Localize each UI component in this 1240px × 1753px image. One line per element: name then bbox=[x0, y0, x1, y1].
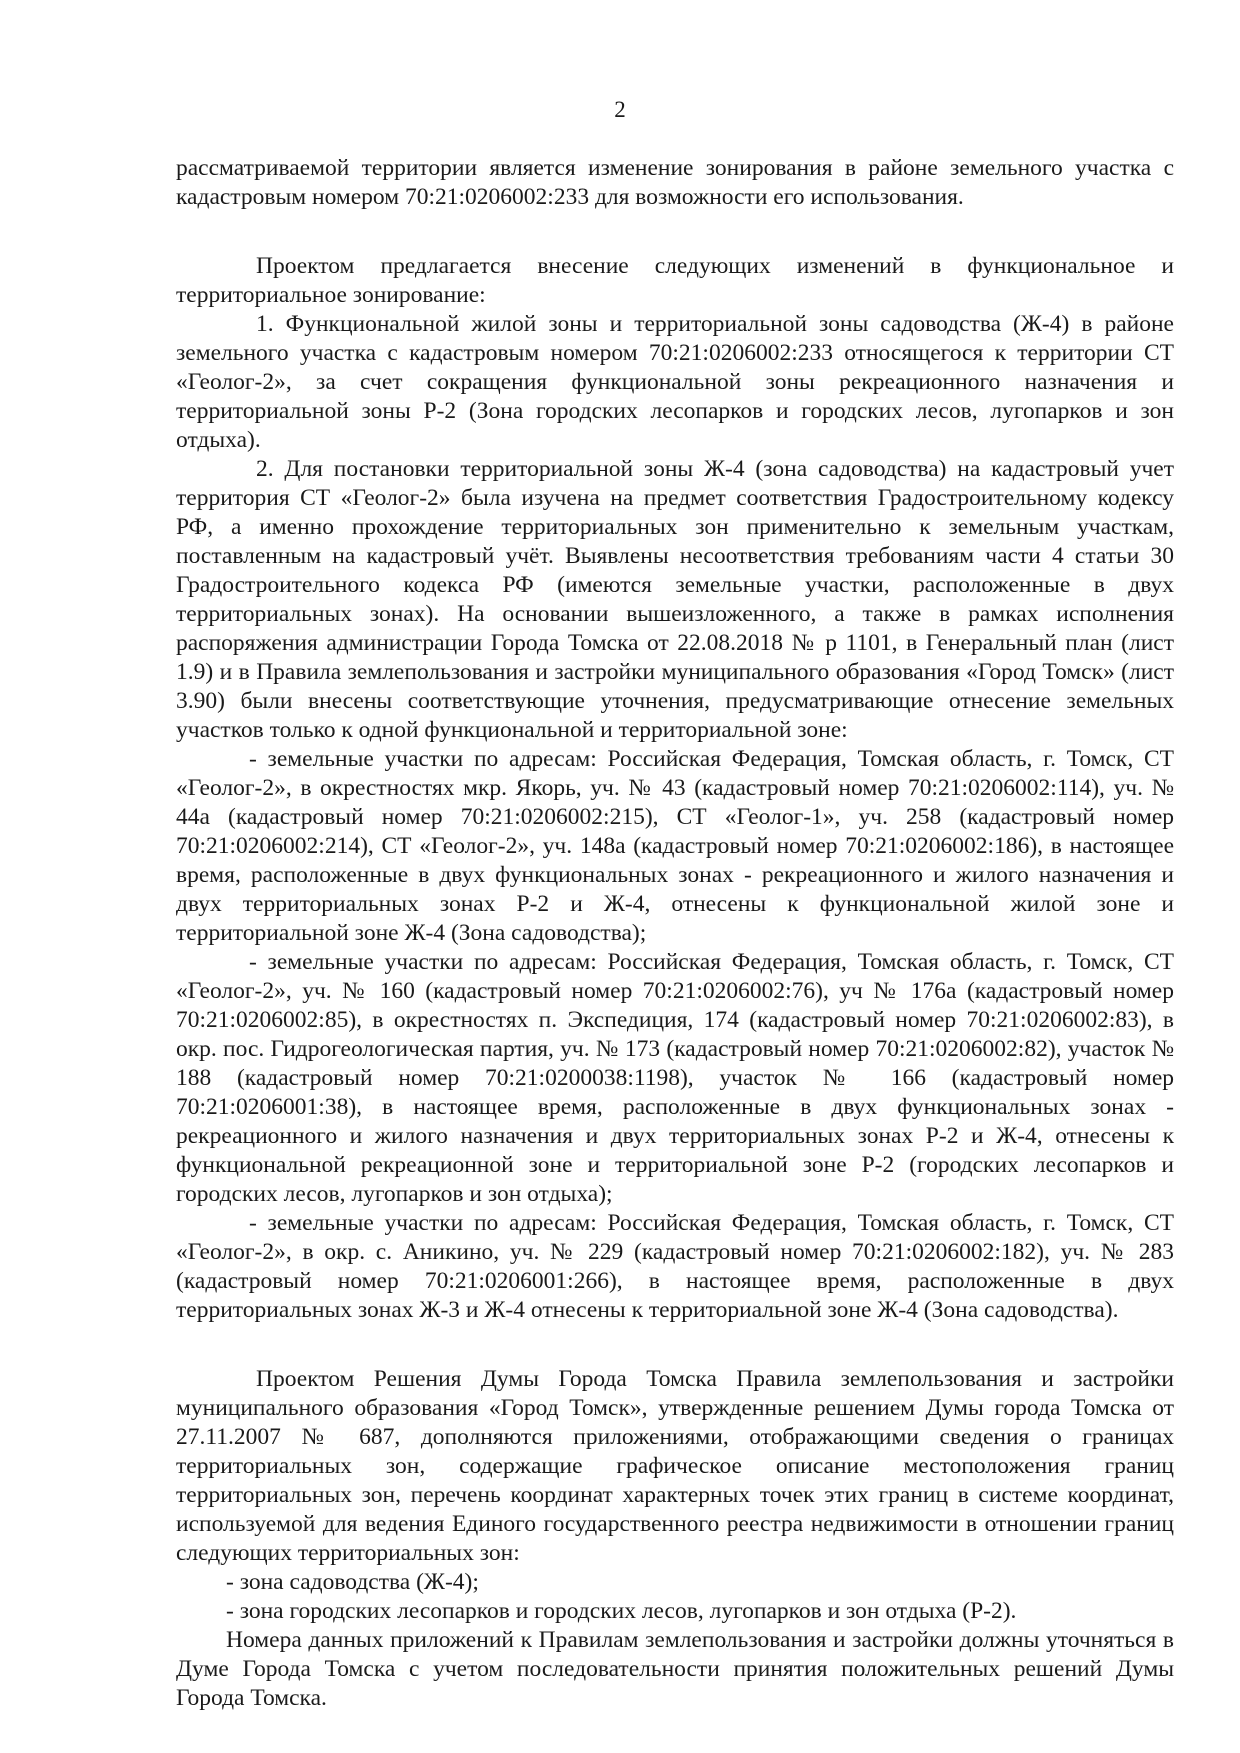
paragraph-appendix-numbers: Номера данных приложений к Правилам землепользования и застройки должны уточняться в Думе Города Томска с учетом последовательности принятия положительных решений Думы Города Томска. bbox=[176, 1627, 1174, 1711]
paragraph-intro-continuation: рассматриваемой территории является изменение зонирования в районе земельного участка с кадастровым номером 70:21:0206002:233 для возможности его использования. bbox=[176, 155, 1174, 210]
paragraph-proposal-intro: Проектом предлагается внесение следующих изменений в функциональное и территориальное зонирование: bbox=[176, 253, 1174, 308]
list-item-zone-zh4: - зона садоводства (Ж-4); bbox=[226, 1569, 479, 1595]
page-number: 2 bbox=[614, 97, 626, 122]
document-body bbox=[176, 154, 1174, 1713]
paragraph-item-1: 1. Функциональной жилой зоны и территориальной зоны садоводства (Ж-4) в районе земельного участка с кадастровым номером 70:21:0206002:233 относящегося к территории СТ «Геолог-2», за счет сокращения функциональной зоны рекреационного назначения и территориальной зоны Р-2 (Зона городских лесопарков и городских лесов, лугопарков и зон отдыха). bbox=[176, 311, 1174, 453]
paragraph-dash-plots-2: - земельные участки по адресам: Российская Федерация, Томская область, г. Томск, СТ «Геолог-2», уч. № 160 (кадастровый номер 70:21:0206002:76), уч № 176а (кадастровый номер 70:21:0206002:85), в окрестностях п. Экспедиция, 174 (кадастровый номер 70:21:0206002:83), в окр. пос. Гидрогеологическая партия, уч. № 173 (кадастровый номер 70:21:0206002:82), участок № 188 (кадастровый номер 70:21:0200038:1198), участок № 166 (кадастровый номер 70:21:0206001:38), в настоящее время, расположенные в двух функциональных зонах - рекреационного и жилого назначения и двух территориальных зонах Р-2 и Ж-4, отнесены к функциональной рекреационной зоне и территориальной зоне Р-2 (городских лесопарков и городских лесов, лугопарков и зон отдыха); bbox=[176, 949, 1174, 1207]
paragraph-dash-plots-3: - земельные участки по адресам: Российская Федерация, Томская область, г. Томск, СТ «Геолог-2», в окр. с. Аникино, уч. № 229 (кадастровый номер 70:21:0206002:182), уч. № 283 (кадастровый номер 70:21:0206001:266), в настоящее время, расположенные в двух территориальных зонах Ж-3 и Ж-4 отнесены к территориальной зоне Ж-4 (Зона садоводства). bbox=[176, 1210, 1174, 1323]
paragraph-dash-plots-1: - земельные участки по адресам: Российская Федерация, Томская область, г. Томск, СТ «Геолог-2», в окрестностях мкр. Якорь, уч. № 43 (кадастровый номер 70:21:0206002:114), уч. № 44а (кадастровый номер 70:21:0206002:215), СТ «Геолог-1», уч. 258 (кадастровый номер 70:21:0206002:214), СТ «Геолог-2», уч. 148а (кадастровый номер 70:21:0206002:186), в настоящее время, расположенные в двух функциональных зонах - рекреационного и жилого назначения и двух территориальных зонах Р-2 и Ж-4, отнесены к функциональной жилой зоне и территориальной зоне Ж-4 (Зона садоводства); bbox=[176, 746, 1174, 946]
paragraph-decision-project: Проектом Решения Думы Города Томска Правила землепользования и застройки муниципального образования «Город Томск», утвержденные решением Думы города Томска от 27.11.2007 № 687, дополняются приложениями, отображающими сведения о границах территориальных зон, содержащие графическое описание местоположения границ территориальных зон, перечень координат характерных точек этих границ в системе координат, используемой для ведения Единого государственного реестра недвижимости в отношении границ следующих территориальных зон: bbox=[176, 1366, 1174, 1566]
list-item-zone-r2: - зона городских лесопарков и городских лесов, лугопарков и зон отдыха (Р-2). bbox=[226, 1598, 1017, 1624]
paragraph-item-2: 2. Для постановки территориальной зоны Ж-4 (зона садоводства) на кадастровый учет территория СТ «Геолог-2» была изучена на предмет соответствия Градостроительному кодексу РФ, а именно прохождение территориальных зон применительно к земельным участкам, поставленным на кадастровый учёт. Выявлены несоответствия требованиям части 4 статьи 30 Градостроительного кодекса РФ (имеются земельные участки, расположенные в двух территориальных зонах). На основании вышеизложенного, а также в рамках исполнения распоряжения администрации Города Томска от 22.08.2018 № р 1101, в Генеральный план (лист 1.9) и в Правила землепользования и застройки муниципального образования «Город Томск» (лист 3.90) были внесены соответствующие уточнения, предусматривающие отнесение земельных участков только к одной функциональной и территориальной зоне: bbox=[176, 456, 1174, 743]
